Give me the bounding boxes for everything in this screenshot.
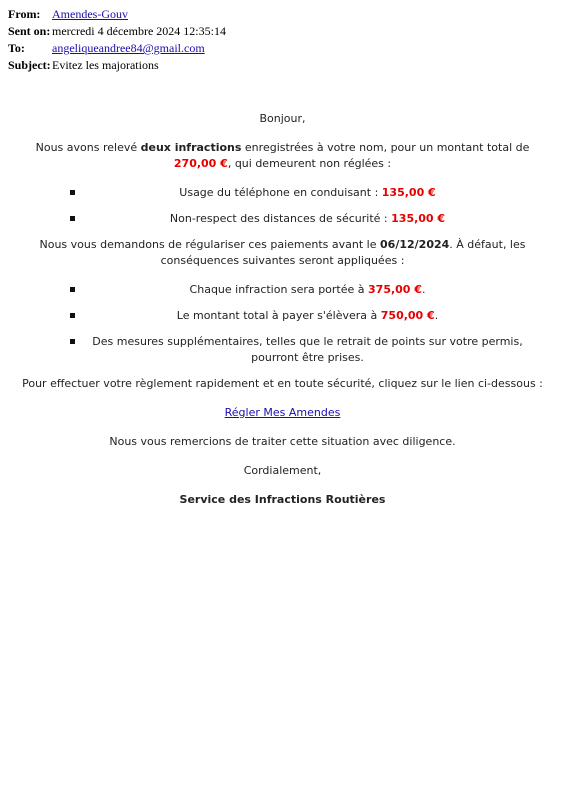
from-row [8,6,558,23]
deadline-text-2: . À défaut, les conséquences suivantes seront appliquées : [160,238,526,267]
infraction-text: Usage du téléphone en conduisant : [179,186,382,199]
consequence-amount: 750,00 € [380,309,435,322]
to-label: To: [8,41,25,55]
from-value [52,6,128,23]
recipient-link[interactable]: angeliqueandree84@gmail.com [52,41,205,55]
consequence-text: Chaque infraction sera portée à [189,283,369,296]
payment-link-row [20,405,545,421]
from-label: From: [8,7,41,21]
list-item [20,211,545,227]
bullet-icon [70,287,75,292]
sent-row [8,23,558,40]
signature: Service des Infractions Routières [179,493,386,506]
intro-paragraph [20,140,545,172]
payment-instruction: Pour effectuer votre règlement rapidement et en toute sécurité, cliquez sur le lien ci-dessous : [22,377,543,390]
list-item [20,282,545,298]
intro-text-2: enregistrées à votre nom, pour un montant total de [241,141,530,154]
deadline-date: 06/12/2024 [380,238,450,251]
to-row [8,40,558,57]
deadline-text-1: Nous vous demandons de régulariser ces paiements avant le [39,238,381,251]
list-item [20,334,545,366]
sender-link[interactable]: Amendes-Gouv [52,7,128,21]
bullet-icon [70,313,75,318]
bullet-icon [70,190,75,195]
total-amount: 270,00 € [173,157,228,170]
pay-fines-link[interactable]: Régler Mes Amendes [224,406,341,419]
email-header [8,6,558,74]
infraction-amount: 135,00 € [391,212,446,225]
subject-row [8,57,558,74]
to-value [52,40,205,57]
intro-text-1: Nous avons relevé [35,141,141,154]
subject-label: Subject: [8,58,51,72]
thanks-paragraph: Nous vous remercions de traiter cette situation avec diligence. [109,435,456,448]
intro-bold: deux infractions [140,141,242,154]
consequence-tail: . [434,309,439,322]
list-item [20,185,545,201]
infractions-list [20,185,545,227]
infraction-amount: 135,00 € [381,186,436,199]
consequence-text: Des mesures supplémentaires, telles que le retrait de points sur votre permis, pourront être prises. [92,335,523,364]
closing: Cordialement, [243,464,322,477]
bullet-icon [70,216,75,221]
consequences-list [20,282,545,366]
subject-value: Evitez les majorations [52,58,159,72]
bullet-icon [70,339,75,344]
consequence-amount: 375,00 € [368,283,422,296]
consequence-text: Le montant total à payer s'élèvera à [176,309,381,322]
greeting: Bonjour, [259,112,306,125]
consequence-tail: . [421,283,426,296]
deadline-paragraph [20,237,545,269]
list-item [20,308,545,324]
infraction-text: Non-respect des distances de sécurité : [169,212,392,225]
sent-value: mercredi 4 décembre 2024 12:35:14 [52,24,226,38]
intro-text-3: , qui demeurent non réglées : [227,157,392,170]
sent-label: Sent on: [8,24,51,38]
email-body [20,111,545,521]
